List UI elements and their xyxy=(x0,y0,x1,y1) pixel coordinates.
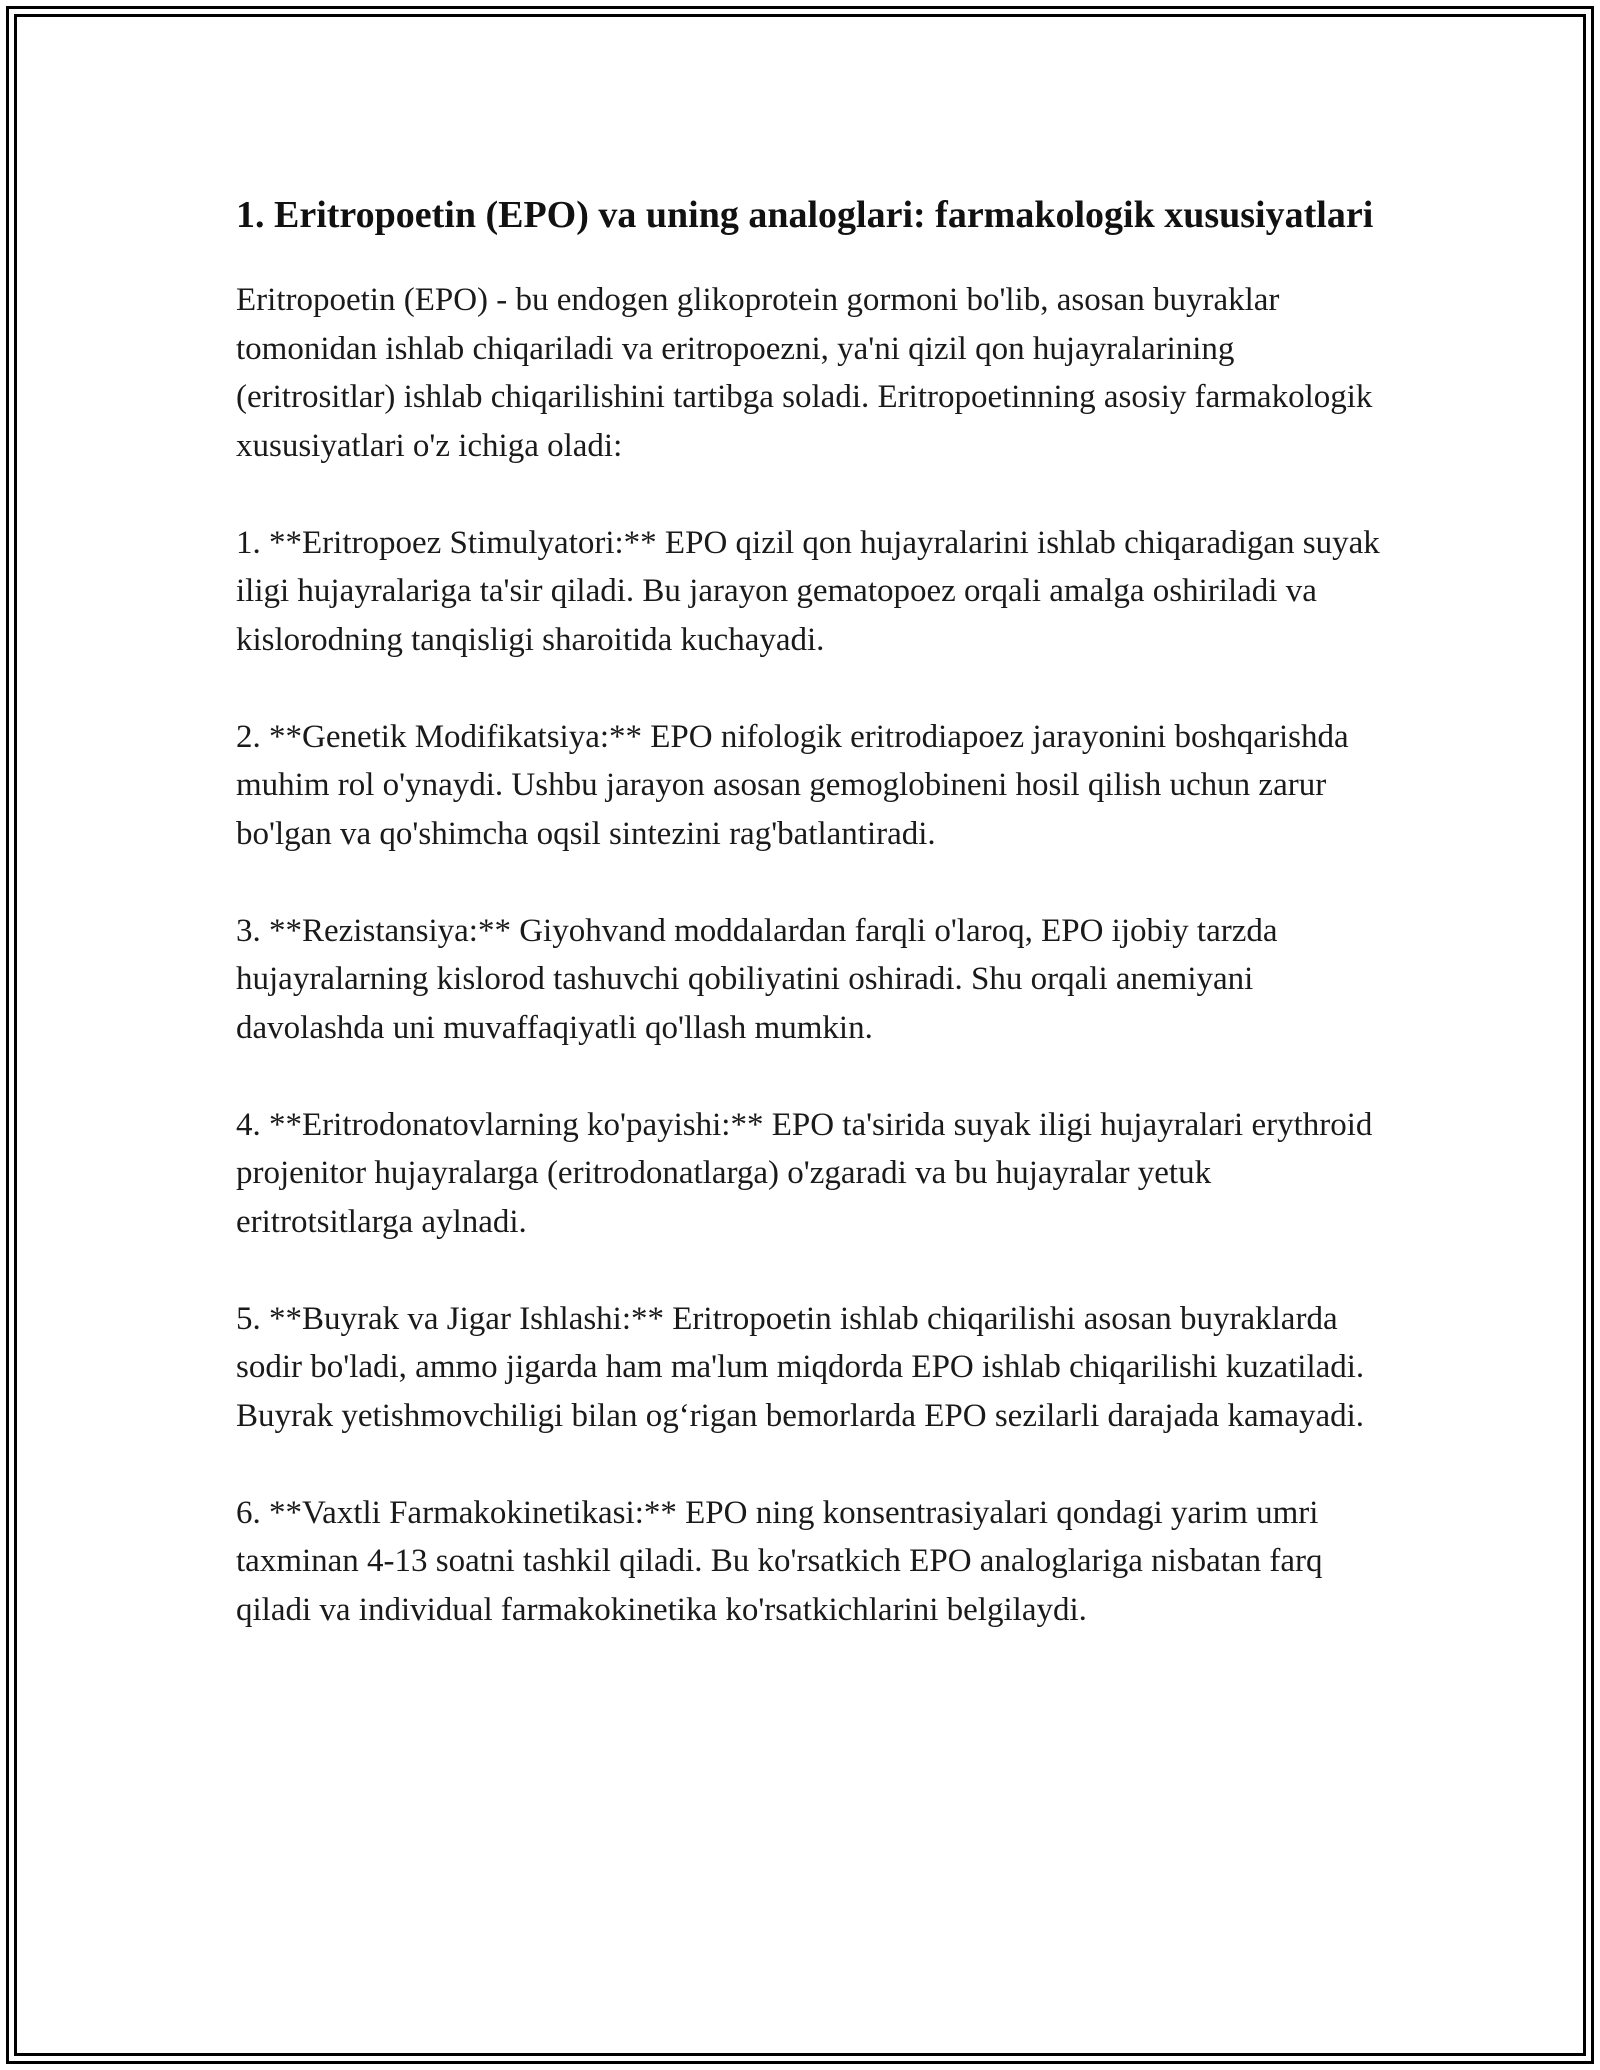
list-item-1: 1. **Eritropoez Stimulyatori:** EPO qizil qon hujayralarini ishlab chiqaradigan suyak iligi hujayralariga ta'sir qiladi. Bu jarayon gematopoez orqali amalga oshiriladi va kislorodning tanqisligi sharoitida kuchayadi. xyxy=(236,524,1380,658)
document-title: 1. Eritropoetin (EPO) va uning analoglari: farmakologik xususiyatlari xyxy=(236,194,1374,236)
list-item-3: 3. **Rezistansiya:** Giyohvand moddalardan farqli o'laroq, EPO ijobiy tarzda hujayralarning kislorod tashuvchi qobiliyatini oshiradi. Shu orqali anemiyani davolashda uni muvaffaqiyatli qo'llash mumkin. xyxy=(236,912,1278,1046)
list-item-2: 2. **Genetik Modifikatsiya:** EPO nifologik eritrodiapoez jarayonini boshqarishda muhim rol o'ynaydi. Ushbu jarayon asosan gemoglobineni hosil qilish uchun zarur bo'lgan va qo'shimcha oqsil sintezini rag'batlantiradi. xyxy=(236,718,1349,852)
list-item-6: 6. **Vaxtli Farmakokinetikasi:** EPO ning konsentrasiyalari qondagi yarim umri taxminan 4-13 soatni tashkil qiladi. Bu ko'rsatkich EPO analoglariga nisbatan farq qiladi va individual farmakokinetika ko'rsatkichlarini belgilaydi. xyxy=(236,1494,1323,1628)
list-item-5: 5. **Buyrak va Jigar Ishlashi:** Eritropoetin ishlab chiqarilishi asosan buyraklarda sodir bo'ladi, ammo jigarda ham ma'lum miqdorda EPO ishlab chiqarilishi kuzatiladi. Buyrak yetishmovchiligi bilan og‘rigan bemorlarda EPO sezilarli darajada kamayadi. xyxy=(236,1300,1365,1434)
list-item-4: 4. **Eritrodonatovlarning ko'payishi:** EPO ta'sirida suyak iligi hujayralari erythroid projenitor hujayralarga (eritrodonatlarga) o'zgaradi va bu hujayralar yetuk eritrotsitlarga aylnadi. xyxy=(236,1106,1373,1240)
document-body xyxy=(236,188,1386,1634)
intro-paragraph: Eritropoetin (EPO) - bu endogen glikoprotein gormoni bo'lib, asosan buyraklar tomonidan ishlab chiqariladi va eritropoezni, ya'ni qizil qon hujayralarining (eritrositlar) ishlab chiqarilishini tartibga soladi. Eritropoetinning asosiy farmakologik xususiyatlari o'z ichiga oladi: xyxy=(236,282,1373,464)
